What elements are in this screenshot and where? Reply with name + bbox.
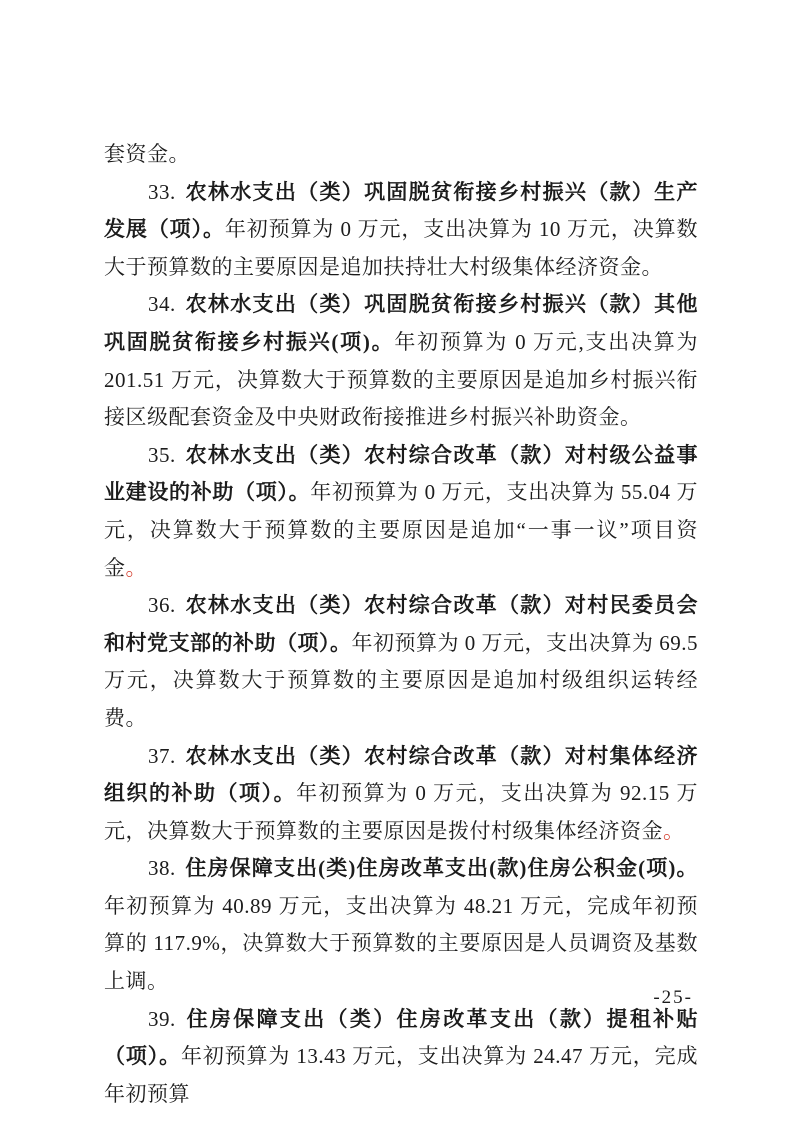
item-title: 农林水支出（类）巩固脱贫衔接乡村振兴（款）其他巩固脱贫衔接乡村振兴(项)。 bbox=[104, 292, 698, 354]
carryover-text: 套资金。 bbox=[104, 142, 190, 166]
item-title: 农林水支出（类）农村综合改革（款）对村级公益事业建设的补助（项）。 bbox=[104, 442, 698, 505]
item-body: 年初预算为 0 万元，支出决算为 92.15 万元，决算数大于预算数的主要原因是拨付村级集体经济资金 bbox=[104, 781, 699, 843]
item-number: 34. bbox=[148, 292, 176, 317]
item-red-period: 。 bbox=[125, 555, 147, 580]
item-number: 37. bbox=[148, 743, 176, 768]
item-title: 住房保障支出（类）住房改革支出（款）提租补贴（项）。 bbox=[104, 1006, 698, 1069]
paragraph-item-35 bbox=[104, 437, 698, 587]
item-number: 35. bbox=[148, 442, 176, 467]
item-red-period: 。 bbox=[663, 818, 685, 843]
item-number: 39. bbox=[148, 1006, 176, 1031]
item-title: 住房保障支出(类)住房改革支出(款)住房公积金(项)。 bbox=[184, 856, 698, 881]
paragraph-item-33 bbox=[104, 174, 698, 287]
paragraph-item-36 bbox=[104, 587, 698, 737]
paragraph-item-38 bbox=[104, 850, 698, 1000]
item-title: 农林水支出（类）农村综合改革（款）对村民委员会和村党支部的补助（项）。 bbox=[104, 593, 698, 655]
item-body: 年初预算为 40.89 万元，支出决算为 48.21 万元，完成年初预算的 117.9%，决算数大于预算数的主要原因是人员调资及基数上调。 bbox=[104, 893, 698, 994]
carryover-paragraph bbox=[104, 136, 698, 174]
paragraph-item-34 bbox=[104, 286, 698, 436]
item-body: 年初预算为 0 万元,支出决算为 201.51 万元，决算数大于预算数的主要原因是追加乡村振兴衔接区级配套资金及中央财政衔接推进乡村振兴补助资金。 bbox=[104, 329, 698, 430]
item-title: 农林水支出（类）巩固脱贫衔接乡村振兴（款）生产发展（项）。 bbox=[104, 179, 698, 242]
item-body: 年初预算为 0 万元，支出决算为 55.04 万元，决算数大于预算数的主要原因是追加“一事一议”项目资金 bbox=[104, 480, 699, 580]
item-number: 36. bbox=[148, 593, 176, 618]
item-number: 38. bbox=[148, 856, 176, 881]
text-block bbox=[104, 136, 698, 1113]
page-number: -25- bbox=[653, 987, 693, 1008]
paragraph-item-37 bbox=[104, 738, 698, 851]
item-number: 33. bbox=[148, 179, 176, 204]
item-body: 年初预算为 13.43 万元，支出决算为 24.47 万元，完成年初预算 bbox=[104, 1044, 699, 1106]
item-body: 年初预算为 0 万元，支出决算为 10 万元，决算数大于预算数的主要原因是追加扶持壮大村级集体经济资金。 bbox=[104, 217, 699, 279]
item-body: 年初预算为 0 万元，支出决算为 69.5 万元，决算数大于预算数的主要原因是追加村级组织运转经费。 bbox=[104, 630, 698, 730]
item-title: 农林水支出（类）农村综合改革（款）对村集体经济组织的补助（项）。 bbox=[104, 743, 698, 806]
paragraph-item-39 bbox=[104, 1001, 698, 1114]
